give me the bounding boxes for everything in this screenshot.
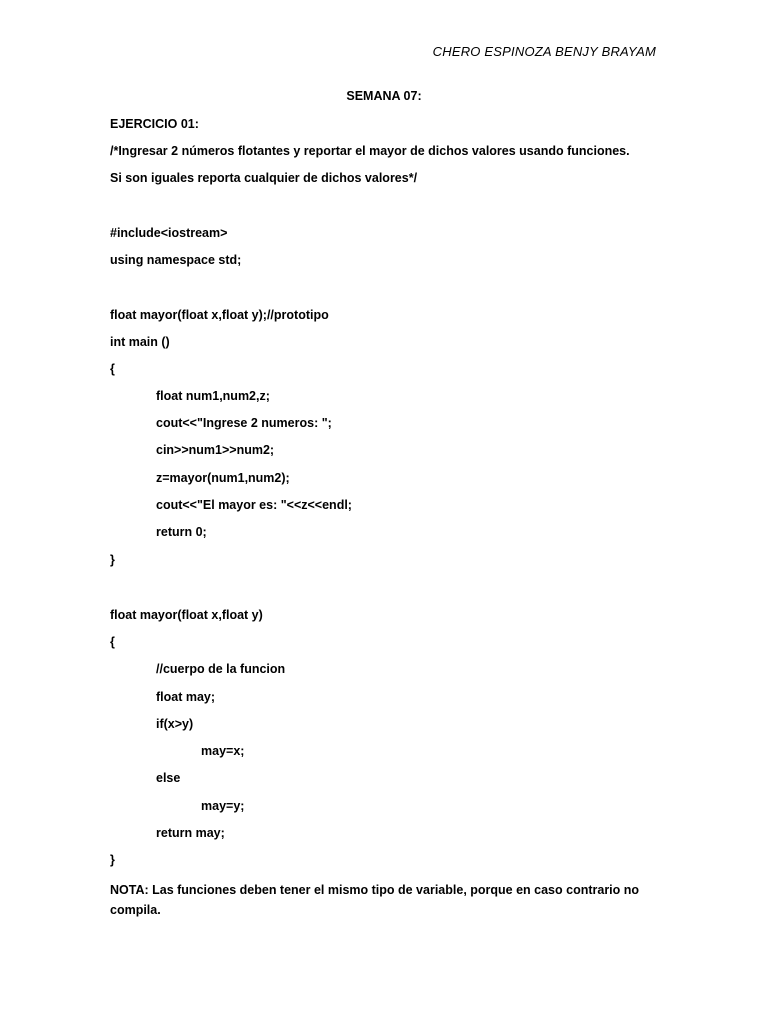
code-assign-x: may=x; — [201, 744, 245, 758]
code-cout-prompt: cout<<"Ingrese 2 numeros: "; — [156, 416, 332, 430]
page-title: SEMANA 07: — [346, 89, 422, 103]
code-return-function: return may; — [156, 826, 225, 840]
author-name: CHERO ESPINOZA BENJY BRAYAM — [432, 44, 656, 59]
note-paragraph: NOTA: Las funciones deben tener el mismo tipo de variable, porque en caso contrario no compila. — [110, 883, 640, 917]
exercise-comment-line-1: /*Ingresar 2 números flotantes y reportar el mayor de dichos valores usando funciones. — [110, 144, 630, 158]
code-cout-result: cout<<"El mayor es: "<<z<<endl; — [156, 498, 352, 512]
code-include: #include<iostream> — [110, 226, 228, 240]
code-cin: cin>>num1>>num2; — [156, 443, 275, 457]
code-main-signature: int main () — [110, 335, 170, 349]
code-else-statement: else — [156, 771, 181, 785]
code-prototype: float mayor(float x,float y);//prototipo — [110, 308, 329, 322]
code-open-brace-function: { — [110, 635, 115, 649]
code-function-declaration: float may; — [156, 690, 216, 704]
code-function-comment: //cuerpo de la funcion — [156, 662, 286, 676]
code-if-statement: if(x>y) — [156, 717, 194, 731]
code-close-brace-function: } — [110, 853, 115, 867]
code-assign-y: may=y; — [201, 799, 245, 813]
code-namespace: using namespace std; — [110, 253, 242, 267]
code-assign: z=mayor(num1,num2); — [156, 471, 290, 485]
code-declaration: float num1,num2,z; — [156, 389, 270, 403]
code-function-signature: float mayor(float x,float y) — [110, 608, 263, 622]
code-open-brace-main: { — [110, 362, 115, 376]
code-return-main: return 0; — [156, 525, 207, 539]
exercise-comment-line-2: Si son iguales reporta cualquier de dichos valores*/ — [110, 171, 418, 185]
code-close-brace-main: } — [110, 553, 115, 567]
exercise-label: EJERCICIO 01: — [110, 117, 199, 131]
